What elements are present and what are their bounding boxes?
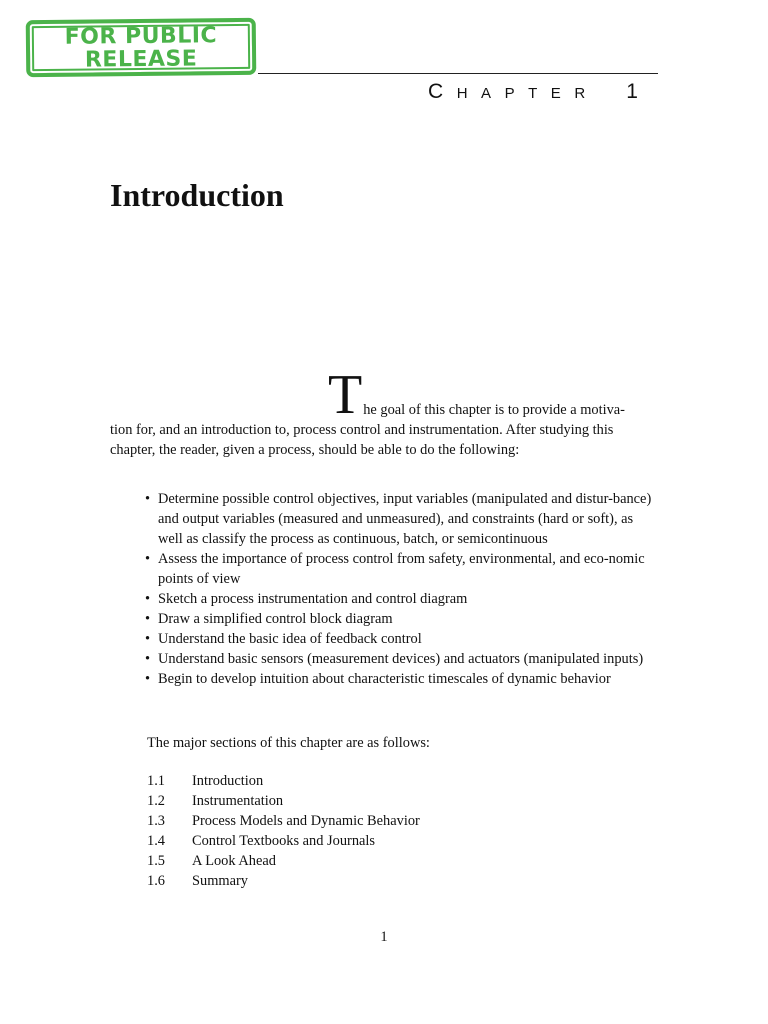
section-row xyxy=(147,831,547,851)
chapter-number: 1 xyxy=(626,80,638,103)
section-row xyxy=(147,871,547,891)
section-number: 1.5 xyxy=(147,853,165,869)
intro-paragraph xyxy=(110,364,658,460)
section-number: 1.2 xyxy=(147,793,165,809)
objective-item: • Understand the basic idea of feedback control xyxy=(144,629,658,649)
chapter-label-initial: C xyxy=(428,80,444,103)
objective-item: • Determine possible control objectives, input variables (manipulated and distur-bance) and output variables (measured and unmeasured), and constraints (hard or soft), as well as classify the process as continuous, batch, or semicontinuous xyxy=(144,489,658,549)
section-title: Instrumentation xyxy=(192,793,284,809)
section-title: Summary xyxy=(192,873,248,889)
objective-item: • Sketch a process instrumentation and control diagram xyxy=(144,589,658,609)
section-row xyxy=(147,771,547,791)
chapter-label-letter: E xyxy=(550,85,561,102)
chapter-label-letter: R xyxy=(574,85,586,102)
chapter-label-letter: T xyxy=(528,85,538,102)
chapter-label xyxy=(428,80,638,106)
page-number: 1 xyxy=(380,929,388,945)
stamp-line-1: FOR PUBLIC xyxy=(64,22,218,50)
objective-item: • Begin to develop intuition about characteristic timescales of dynamic behavior xyxy=(144,669,658,689)
stamp-line-2: RELEASE xyxy=(84,45,198,73)
chapter-title: Introduction xyxy=(110,177,284,213)
sections-intro: The major sections of this chapter are as follows: xyxy=(147,735,430,751)
intro-first-line: he goal of this chapter is to provide a motiva- xyxy=(363,402,625,418)
objectives-list xyxy=(144,489,658,689)
objective-item: • Draw a simplified control block diagram xyxy=(144,609,658,629)
chapter-rule xyxy=(258,73,658,74)
section-row xyxy=(147,791,547,811)
section-title: A Look Ahead xyxy=(192,853,276,869)
section-number: 1.3 xyxy=(147,813,165,829)
intro-rest: tion for, and an introduction to, process control and instrumentation. After studying this chapter, the reader, given a process, should be able to do the following: xyxy=(110,422,614,458)
section-title: Control Textbooks and Journals xyxy=(192,833,375,849)
chapter-label-letter: H xyxy=(456,85,468,102)
section-number: 1.4 xyxy=(147,833,165,849)
public-release-stamp xyxy=(26,18,257,77)
section-title: Process Models and Dynamic Behavior xyxy=(192,813,420,829)
section-row xyxy=(147,851,547,871)
section-row xyxy=(147,811,547,831)
section-number: 1.6 xyxy=(147,873,165,889)
chapter-label-letter: A xyxy=(481,85,492,102)
drop-cap: T xyxy=(328,364,363,426)
section-title: Introduction xyxy=(192,773,264,789)
chapter-label-letter: P xyxy=(504,85,515,102)
section-list xyxy=(147,771,547,891)
objective-item: • Assess the importance of process control from safety, environmental, and eco-nomic points of view xyxy=(144,549,658,589)
objective-item: • Understand basic sensors (measurement devices) and actuators (manipulated inputs) xyxy=(144,649,658,669)
section-number: 1.1 xyxy=(147,773,165,789)
